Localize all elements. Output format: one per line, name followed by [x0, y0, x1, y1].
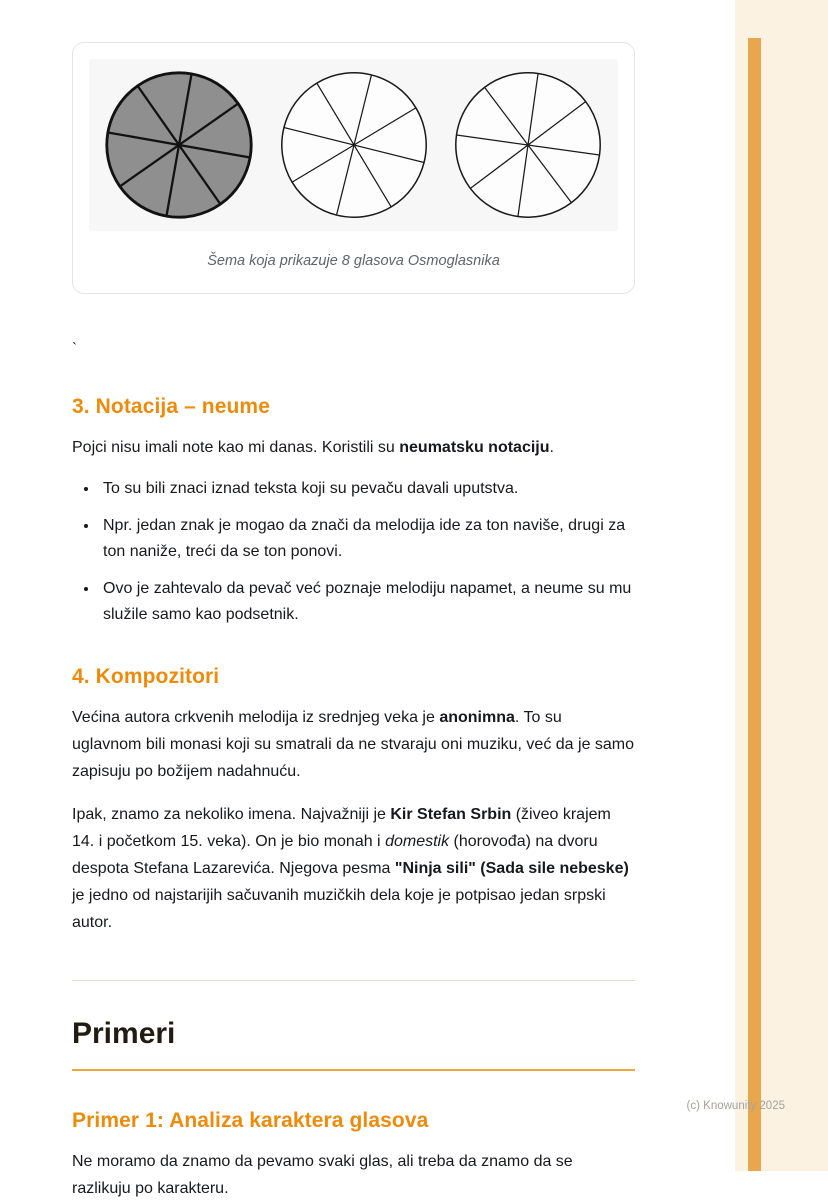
primer-1-paragraph: Ne moramo da znamo da pevamo svaki glas, ali treba da znamo da se razlikuju po karakteru.: [72, 1153, 573, 1198]
kompozitori-paragraph-1: [72, 705, 635, 786]
bullet-item: • Ovo je zahtevalo da pevač već poznaje melodiju napamet, a neume su mu služile samo kao podsetnik.: [99, 576, 635, 628]
outline-8-sector-wheel-icon: [452, 69, 604, 221]
notacija-bullet-list: [72, 476, 635, 628]
primeri-heading: Primeri: [72, 1017, 176, 1051]
kompozitori-paragraph-2: [72, 802, 635, 936]
text-run-bold: "Ninja sili" (Sada sile nebeske): [394, 859, 629, 877]
notacija-intro-paragraph: [72, 435, 635, 462]
text-run: Ipak, znamo za nekoliko imena. Najvažniji je: [72, 806, 391, 824]
text-run-italic: domestik: [385, 832, 450, 850]
figure-card: [72, 42, 635, 294]
section-heading-kompozitori: 4. Kompozitori: [72, 665, 220, 689]
document-content: [72, 42, 635, 1203]
osmoglasnik-diagram-image: [89, 59, 618, 231]
bullet-item: • Npr. jedan znak je mogao da znači da melodija ide za ton naviše, drugi za ton naniže, treći da se ton ponovi.: [99, 513, 635, 565]
text-run: (horovođa) na dvoru despota Stefana Lazarevića. Njegova pesma: [72, 832, 598, 877]
text-run-bold: Kir Stefan Srbin: [390, 806, 512, 824]
knowunity-watermark: (c) Knowunity 2025: [686, 1100, 785, 1112]
section-divider: [72, 980, 635, 981]
text-run: Pojci nisu imali note kao mi danas. Koristili su: [72, 439, 400, 456]
text-run: Većina autora crkvenih melodija iz srednjeg veka je: [72, 709, 440, 727]
text-run: . To su uglavnom bili monasi koji su smatrali da ne stvaraju oni muziku, već da je samo zapisuju po božijem nadahnuću.: [72, 709, 635, 781]
page-edge-stripe: [735, 0, 828, 1171]
figure-caption: Šema koja prikazuje 8 glasova Osmoglasnika: [207, 253, 500, 269]
bullet-item: • To su bili znaci iznad teksta koji su pevaču davali uputstva.: [99, 476, 635, 502]
text-run: (živeo krajem 14. i početkom 15. veka). On je bio monah i: [72, 806, 611, 850]
text-run: .: [549, 439, 554, 456]
outline-8-sector-wheel-icon: [278, 69, 430, 221]
primer-1-heading: Primer 1: Analiza karaktera glasova: [72, 1109, 429, 1133]
text-run: je jedno od najstarijih sačuvanih muzičkih dela koje je potpisao jedan srpski autor.: [72, 886, 606, 931]
page-edge-bar: [748, 38, 761, 1171]
section-heading-notacija: 3. Notacija – neume: [72, 395, 270, 418]
primeri-underline-rule: [72, 1069, 635, 1071]
filled-8-sector-wheel-icon: [103, 69, 255, 221]
stray-backtick: `: [72, 340, 77, 357]
text-run-bold: anonimna: [439, 709, 515, 727]
text-run-bold: neumatsku notaciju: [399, 439, 550, 456]
